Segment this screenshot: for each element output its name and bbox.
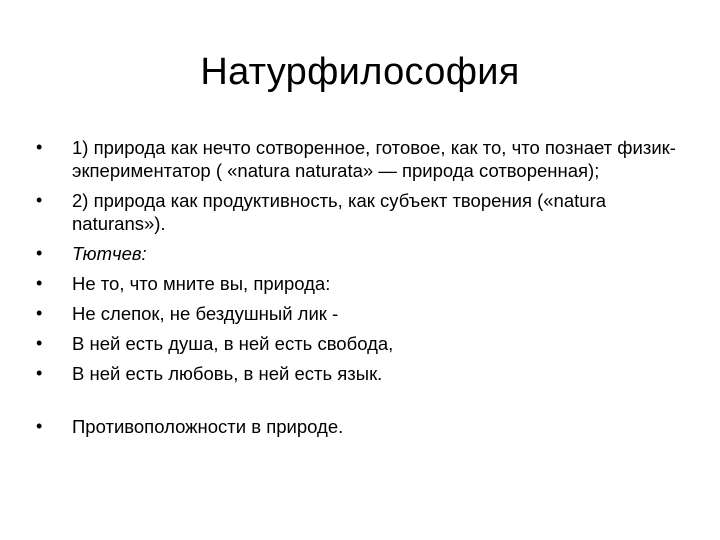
bullet-text: Тютчев: [72, 243, 147, 264]
bullet-text: Противоположности в природе. [72, 416, 344, 437]
bullet-icon: • [36, 416, 43, 436]
list-item [36, 242, 676, 265]
list-item [36, 362, 676, 385]
bullet-icon: • [36, 363, 43, 383]
bullet-text: 2) природа как продуктивность, как субъект творения («natura naturans»). [72, 190, 607, 234]
bullet-text: Не то, что мните вы, природа: [72, 273, 331, 294]
bullet-icon: • [36, 137, 43, 157]
slide-title: Натурфилософия [200, 51, 520, 93]
list-item [36, 136, 676, 182]
list-item [36, 272, 676, 295]
list-item [36, 302, 676, 325]
bullet-icon: • [36, 243, 43, 263]
bullet-icon: • [36, 190, 43, 210]
bullet-text: В ней есть душа, в ней есть свобода, [72, 333, 394, 354]
list-item [36, 189, 676, 235]
bullet-text: 1) природа как нечто сотворенное, готовое, как то, что познает физик-экпериментатор ( «natura naturata» — природа сотворенная); [72, 137, 676, 181]
list-item [36, 415, 676, 438]
bullet-icon: • [36, 333, 43, 353]
bullet-text: Не слепок, не бездушный лик - [72, 303, 339, 324]
list-item [36, 332, 676, 355]
bullet-list [36, 136, 676, 445]
bullet-icon: • [36, 273, 43, 293]
bullet-icon: • [36, 303, 43, 323]
bullet-text: В ней есть любовь, в ней есть язык. [72, 363, 383, 384]
